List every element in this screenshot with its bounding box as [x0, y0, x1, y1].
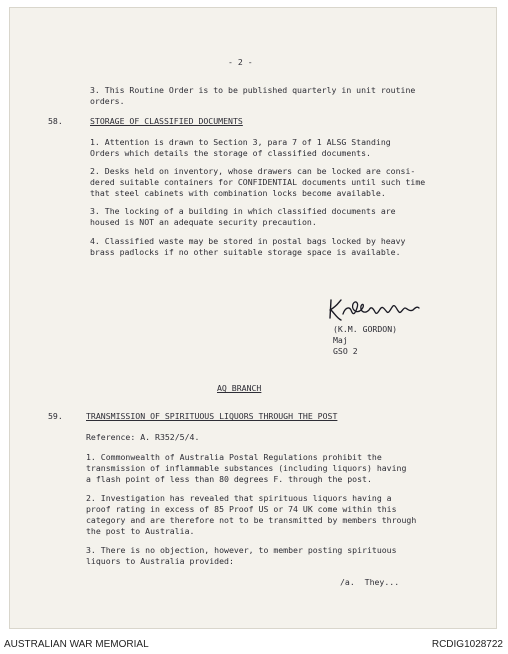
sec58-p4-line-2: brass padlocks if no other suitable storage space is available. — [90, 247, 401, 257]
page-number: - 2 - — [228, 57, 253, 67]
sec59-p1-line-3: a flash point of less than 80 degrees F. through the post. — [86, 474, 372, 484]
sec58-p3-line-1: 3. The locking of a building in which classified documents are — [90, 206, 396, 216]
branch-heading: AQ BRANCH — [217, 383, 262, 393]
section-58-number: 58. — [48, 116, 63, 126]
sec59-p3-line-2: liquors to Australia provided: — [86, 556, 234, 566]
reference-line: Reference: A. R352/5/4. — [86, 432, 200, 442]
section-59-title: TRANSMISSION OF SPIRITUOUS LIQUORS THROUGH THE POST — [86, 411, 338, 421]
signatory-appointment: GSO 2 — [333, 346, 358, 356]
sec58-p4-line-1: 4. Classified waste may be stored in postal bags locked by heavy — [90, 236, 406, 246]
sec58-p1-line-1: 1. Attention is drawn to Section 3, para 7 of 1 ALSG Standing — [90, 137, 391, 147]
sec59-p3-line-1: 3. There is no objection, however, to member posting spirituous — [86, 545, 397, 555]
signatory-name: (K.M. GORDON) — [333, 324, 398, 334]
item-3-line-1: 3. This Routine Order is to be published quarterly in unit routine — [90, 85, 416, 95]
sec58-p2-line-3: that steel cabinets with combination locks become available. — [90, 188, 386, 198]
sec59-p2-line-2: proof rating in excess of 85 Proof US or 74 UK come within this — [86, 504, 397, 514]
handwritten-signature — [325, 296, 425, 324]
sec59-p2-line-4: the post to Australia. — [86, 526, 195, 536]
footer-archive-name: AUSTRALIAN WAR MEMORIAL — [4, 639, 149, 650]
sec58-p3-line-2: housed is NOT an adequate security precaution. — [90, 217, 317, 227]
signatory-rank: Maj — [333, 335, 348, 345]
sec59-p1-line-1: 1. Commonwealth of Australia Postal Regulations prohibit the — [86, 452, 382, 462]
sec58-p1-line-2: Orders which details the storage of classified documents. — [90, 148, 371, 158]
sec58-p2-line-1: 2. Desks held on inventory, whose drawers can be locked are consi- — [90, 166, 416, 176]
section-59-number: 59. — [48, 411, 63, 421]
sec59-p2-line-3: category and are therefore not to be transmitted by members through — [86, 515, 417, 525]
sec59-p1-line-2: transmission of inflammable substances (including liquors) having — [86, 463, 407, 473]
item-3-line-2: orders. — [90, 96, 125, 106]
sec58-p2-line-2: dered suitable containers for CONFIDENTIAL documents until such time — [90, 177, 426, 187]
footer-record-id: RCDIG1028722 — [431, 639, 503, 650]
sec59-p2-line-1: 2. Investigation has revealed that spirituous liquors having a — [86, 493, 392, 503]
catchword: /a. They... — [340, 577, 400, 587]
section-58-title: STORAGE OF CLASSIFIED DOCUMENTS — [90, 116, 243, 126]
